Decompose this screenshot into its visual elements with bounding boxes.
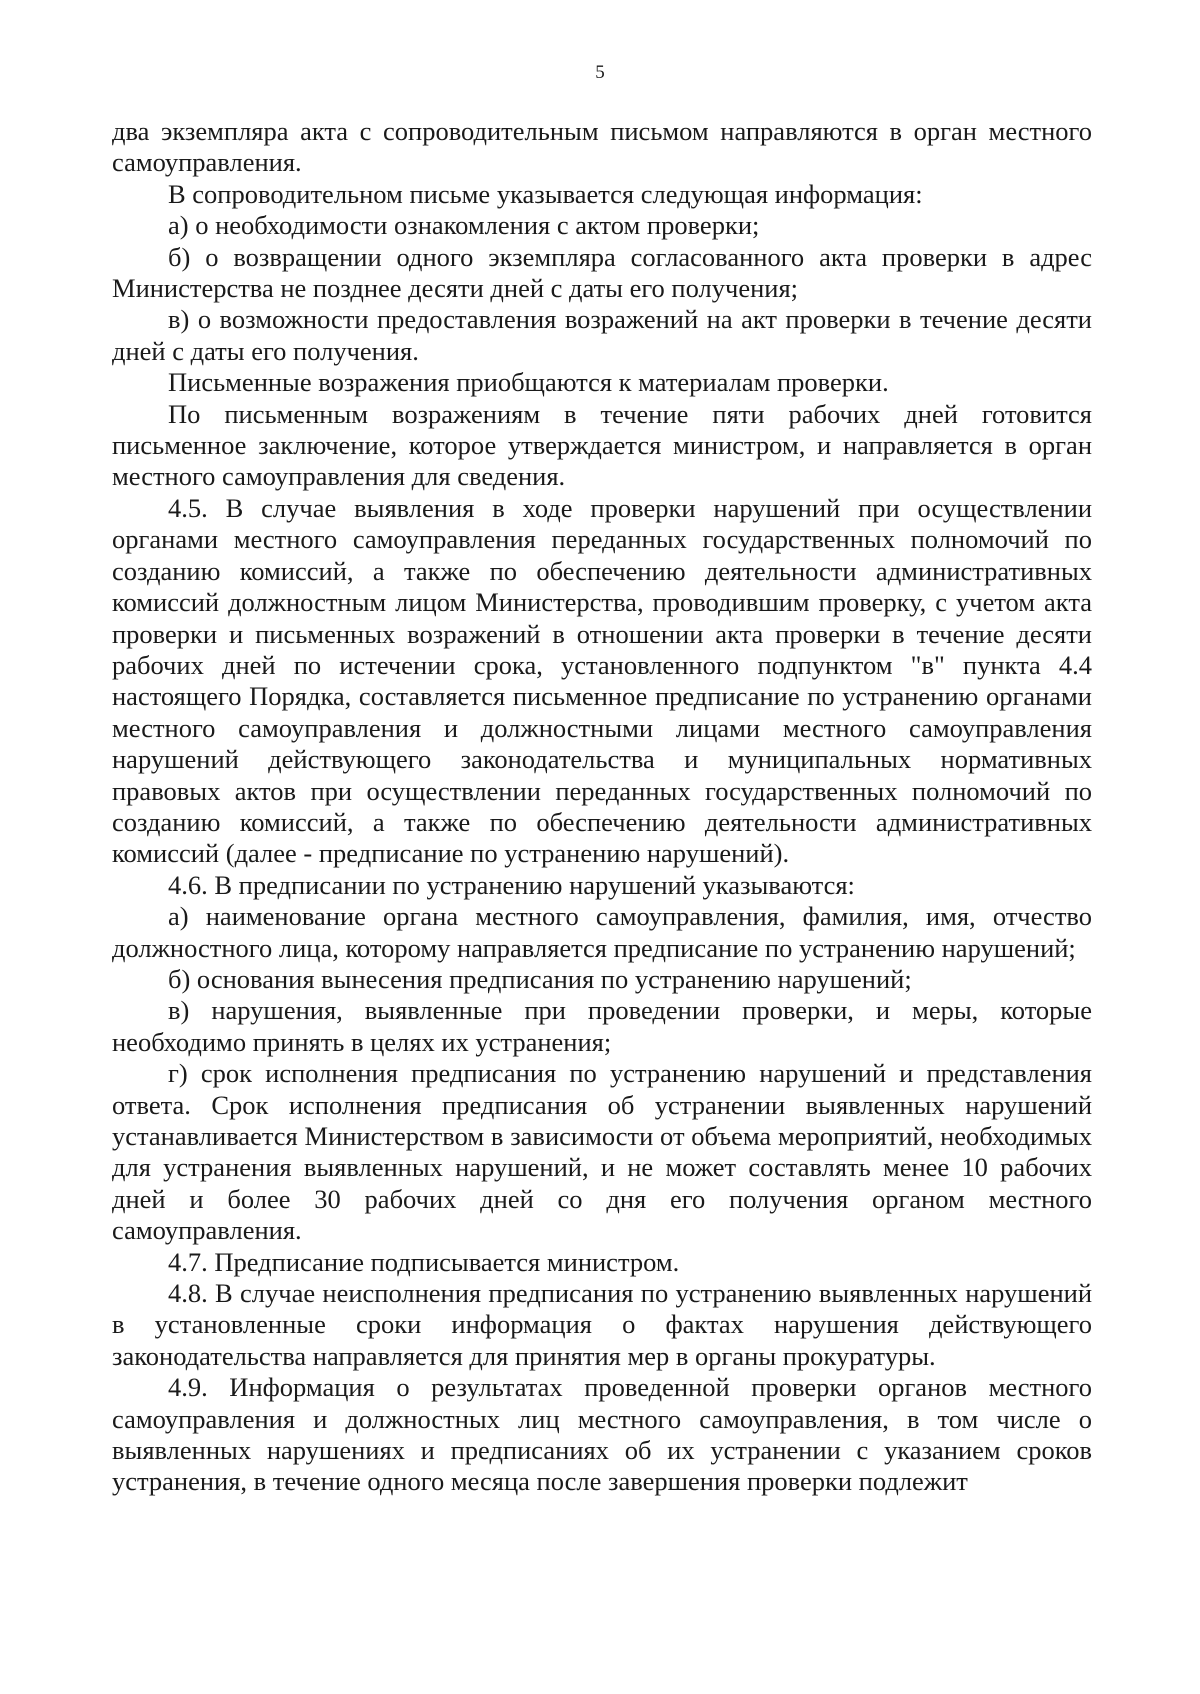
list-item: в) о возможности предоставления возражений на акт проверки в течение десяти дней с даты его получения. (112, 304, 1092, 366)
paragraph: По письменным возражениям в течение пяти рабочих дней готовится письменное заключение, которое утверждается министром, и направляется в орган местного самоуправления для сведения. (112, 398, 1092, 492)
page-number: 5 (595, 62, 605, 83)
clause-4-7: 4.7. Предписание подписывается министром. (168, 1246, 680, 1277)
paragraph: два экземпляра акта с сопроводительным письмом направляются в орган местного самоуправления. (112, 116, 1092, 178)
list-item: а) наименование органа местного самоуправления, фамилия, имя, отчество должностного лица, которому направляется предписание по устранению нарушений; (112, 901, 1092, 963)
clause-4-8: 4.8. В случае неисполнения предписания по устранению выявленных нарушений в установленные сроки информация о фактах нарушения действующего законодательства направляется для принятия мер в органы прокуратуры. (112, 1278, 1092, 1371)
clause-4-6: 4.6. В предписании по устранению нарушений указываются: (168, 869, 855, 900)
list-item: г) срок исполнения предписания по устранению нарушений и представления ответа. Срок исполнения предписания об устранении выявленных нарушений устанавливается Министерством в зависимости от объема мероприятий, необходимых для устранения выявленных нарушений, и не может составлять менее 10 рабочих дней и более 30 рабочих дней со дня его получения органом местного самоуправления. (112, 1058, 1092, 1246)
list-item: б) основания вынесения предписания по устранению нарушений; (168, 963, 912, 994)
paragraph: В сопроводительном письме указывается следующая информация: (168, 178, 923, 209)
document-body (112, 116, 1092, 1498)
list-item: в) нарушения, выявленные при проведении проверки, и меры, которые необходимо принять в целях их устранения; (112, 995, 1092, 1057)
paragraph: Письменные возражения приобщаются к материалам проверки. (168, 367, 889, 398)
clause-4-9: 4.9. Информация о результатах проведенной проверки органов местного самоуправления и должностных лиц местного самоуправления, в том числе о выявленных нарушениях и предписаниях об их устранении с указанием сроков устранения, в течение одного месяца после завершения проверки подлежит (112, 1372, 1092, 1497)
clause-4-5: 4.5. В случае выявления в ходе проверки нарушений при осуществлении органами местного самоуправления переданных государственных полномочий по созданию комиссий, а также по обеспечению деятельности административных комиссий должностным лицом Министерства, проводившим проверку, с учетом акта проверки и письменных возражений в отношении акта проверки в течение десяти рабочих дней по истечении срока, установленного подпунктом "в" пункта 4.4 настоящего Порядка, составляется письменное предписание по устранению органами местного самоуправления и должностными лицами местного самоуправления нарушений действующего законодательства и муниципальных нормативных правовых актов при осуществлении переданных государственных полномочий по созданию комиссий, а также по обеспечению деятельности административных комиссий (далее - предписание по устранению нарушений). (112, 492, 1092, 869)
list-item: б) о возвращении одного экземпляра согласованного акта проверки в адрес Министерства не позднее десяти дней с даты его получения; (112, 241, 1092, 304)
list-item: а) о необходимости ознакомления с актом проверки; (168, 210, 760, 241)
